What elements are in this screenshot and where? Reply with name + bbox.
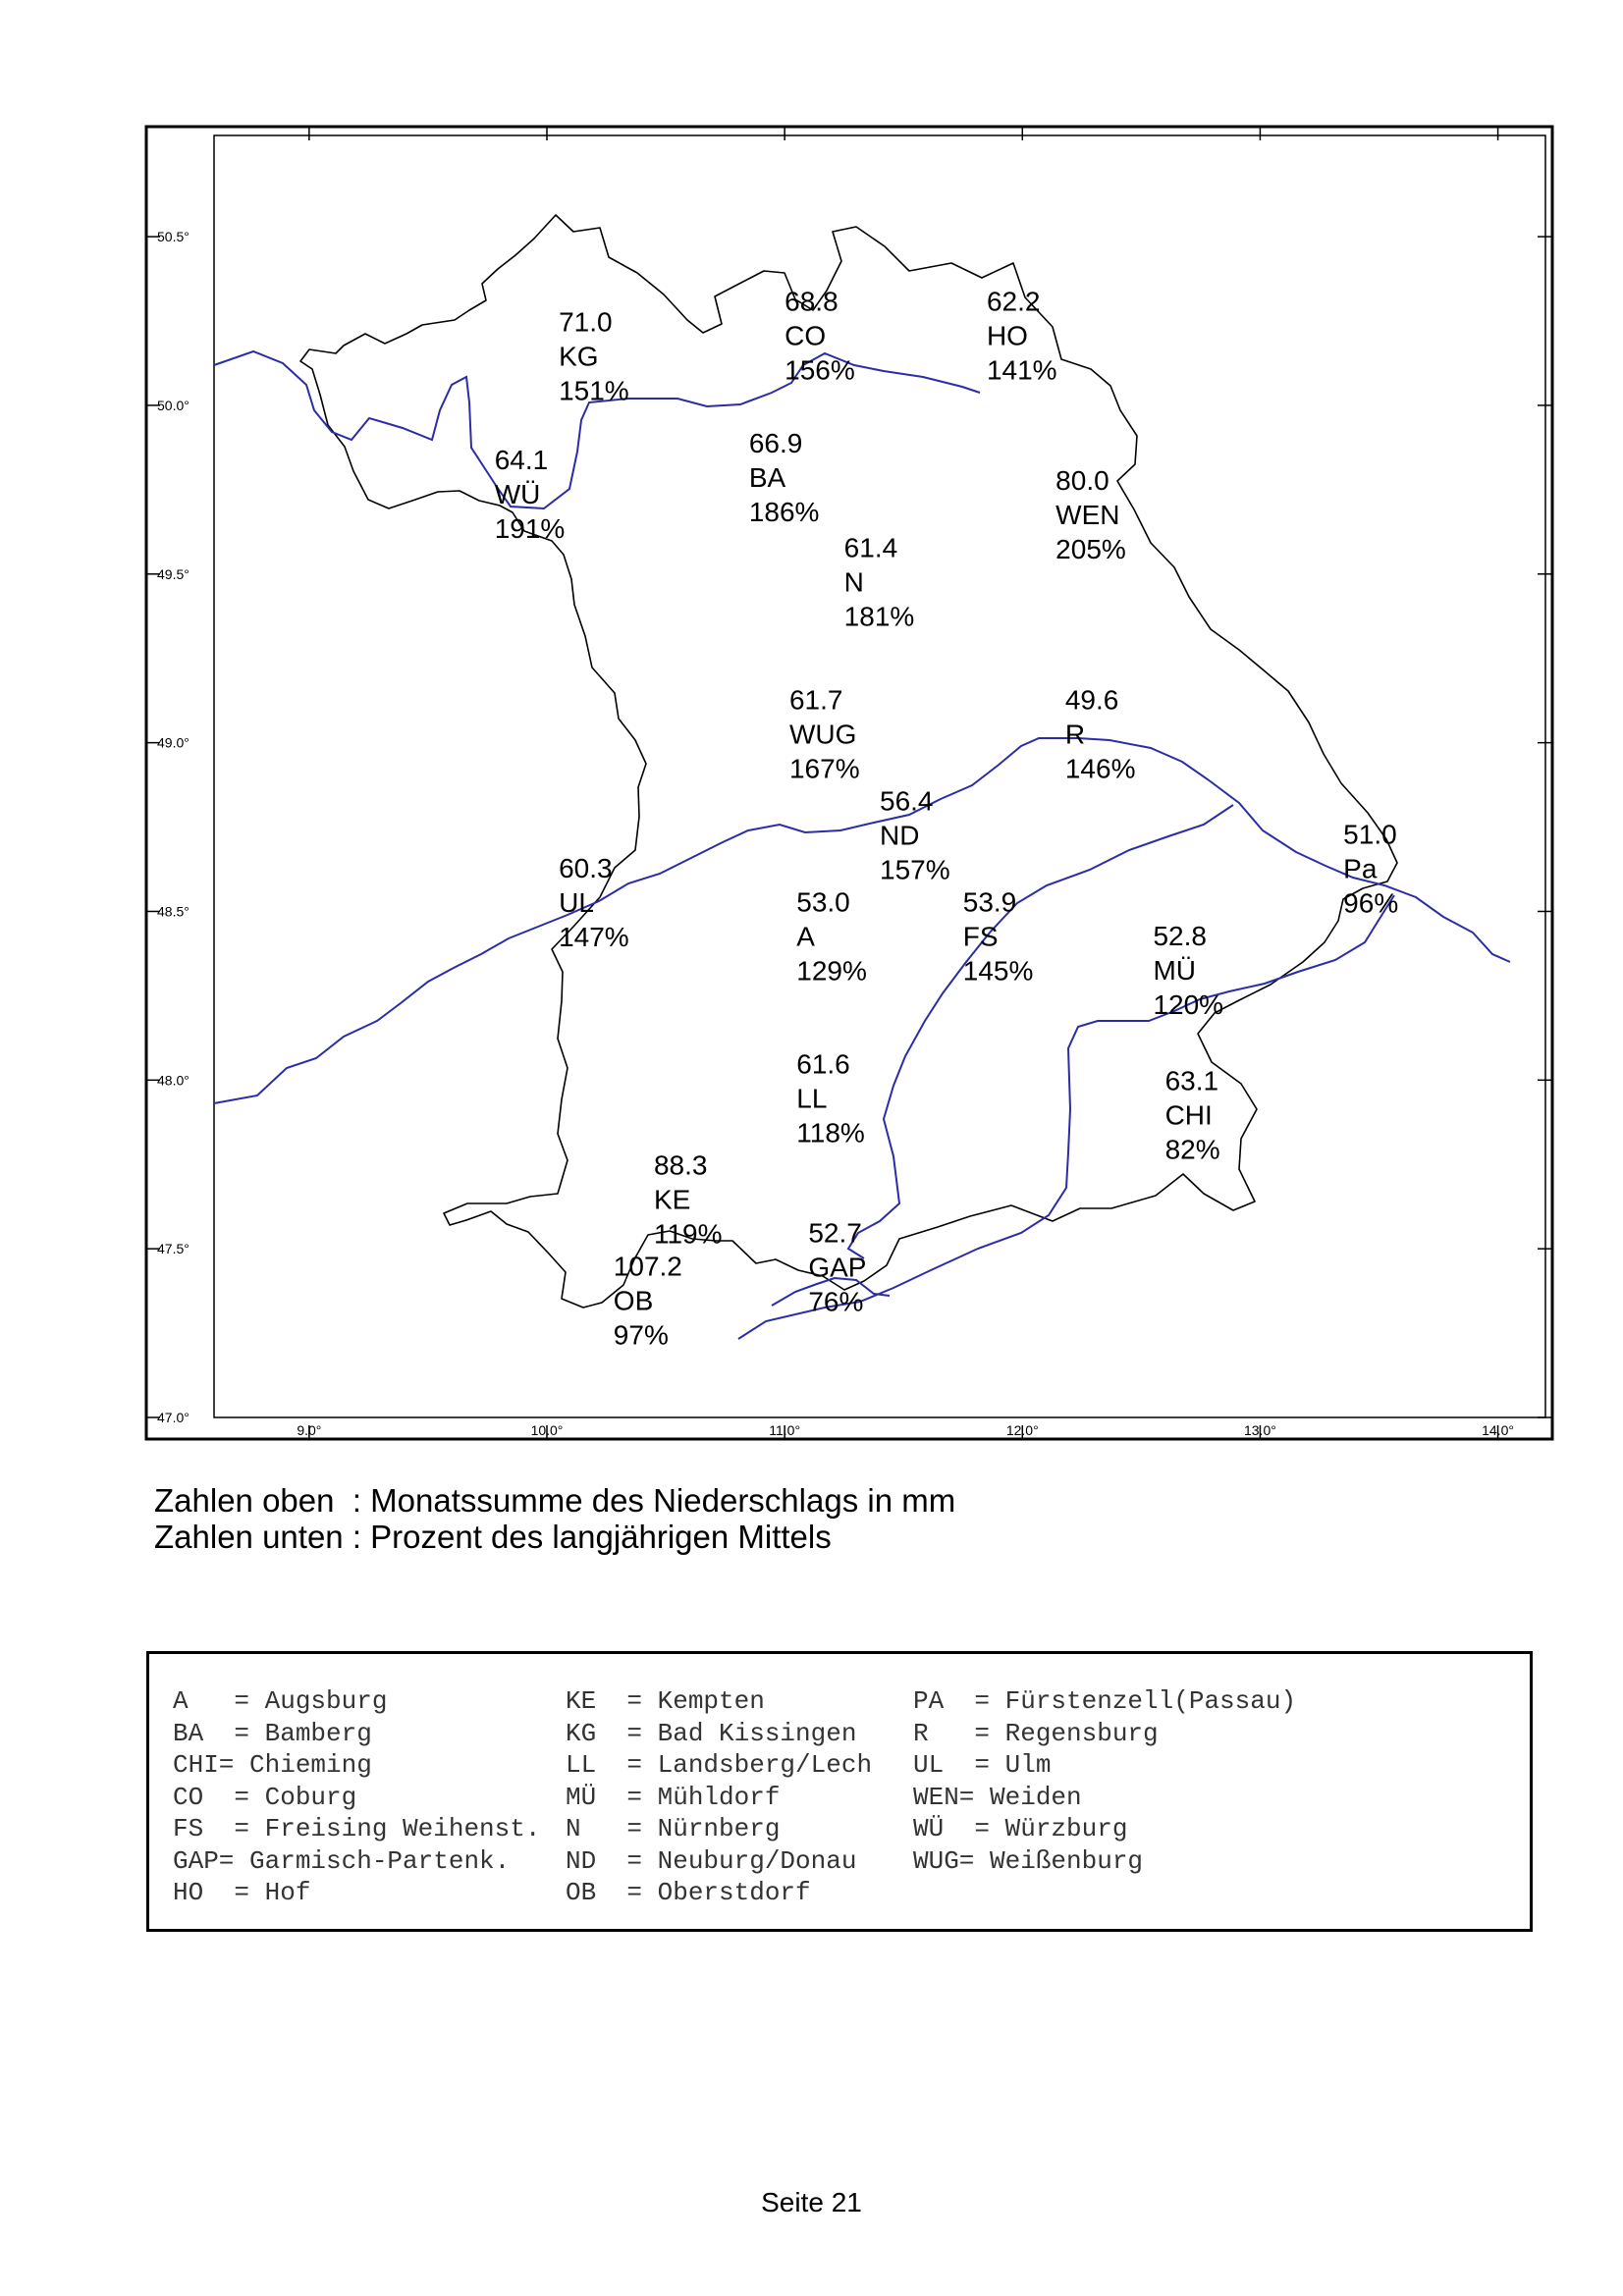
legend-entry: MÜ = Mühldorf bbox=[566, 1782, 781, 1812]
station-percent: 96% bbox=[1343, 887, 1399, 919]
lat-tick-label: 50.5° bbox=[157, 229, 189, 245]
station-code: Pa bbox=[1343, 853, 1378, 884]
station-code: MÜ bbox=[1153, 954, 1197, 986]
station-labels bbox=[495, 287, 1398, 1351]
page-footer: Seite 21 bbox=[761, 2187, 862, 2217]
station-value: 80.0 bbox=[1055, 464, 1109, 496]
station-percent: 186% bbox=[748, 497, 820, 528]
station-code: GAP bbox=[808, 1252, 867, 1283]
station-value: 88.3 bbox=[653, 1149, 708, 1181]
station-code: R bbox=[1064, 719, 1086, 750]
station-percent: 181% bbox=[843, 601, 915, 632]
station-percent: 97% bbox=[613, 1319, 669, 1351]
station-value: 49.6 bbox=[1064, 684, 1119, 716]
station-code: BA bbox=[748, 462, 786, 494]
legend-entry: ND = Neuburg/Donau bbox=[566, 1845, 857, 1876]
station-value: 53.9 bbox=[962, 886, 1017, 918]
legend-entry: N = Nürnberg bbox=[566, 1814, 781, 1843]
legend-entry: HO = Hof bbox=[173, 1878, 311, 1907]
station-percent: 147% bbox=[559, 922, 629, 953]
station-value: 60.3 bbox=[559, 853, 613, 884]
station-value: 63.1 bbox=[1164, 1065, 1219, 1096]
station-percent: 129% bbox=[796, 955, 867, 987]
lon-tick-label: 12.0° bbox=[1005, 1422, 1039, 1438]
station-value: 107.2 bbox=[613, 1251, 682, 1282]
station-code: FS bbox=[962, 921, 999, 952]
legend-entry: A = Augsburg bbox=[173, 1686, 388, 1716]
lon-tick-label: 13.0° bbox=[1243, 1422, 1276, 1438]
legend-column-1 bbox=[173, 1685, 540, 1909]
station-code: LL bbox=[796, 1083, 828, 1114]
legend-entry: CHI= Chieming bbox=[173, 1750, 372, 1780]
station-percent: 119% bbox=[653, 1218, 723, 1250]
legend-entry: R = Regensburg bbox=[913, 1718, 1159, 1748]
station-percent: 118% bbox=[796, 1117, 865, 1148]
legend-entry: LL = Landsberg/Lech bbox=[566, 1750, 873, 1780]
station-legend bbox=[146, 1651, 1533, 1932]
legend-entry: WEN= Weiden bbox=[913, 1782, 1082, 1812]
station-code: WEN bbox=[1055, 499, 1120, 530]
rivers bbox=[214, 351, 1510, 1339]
lat-tick-label: 50.0° bbox=[157, 397, 189, 413]
station-percent: 82% bbox=[1164, 1134, 1220, 1165]
station-percent: 76% bbox=[808, 1286, 864, 1317]
legend-entry: PA = Fürstenzell(Passau) bbox=[913, 1686, 1297, 1716]
station-code: WUG bbox=[788, 719, 857, 750]
legend-entry: OB = Oberstdorf bbox=[566, 1878, 811, 1907]
station-percent: 120% bbox=[1153, 988, 1224, 1020]
station-value: 52.8 bbox=[1153, 920, 1207, 951]
station-code: N bbox=[843, 566, 864, 598]
map-inner-frame bbox=[214, 135, 1545, 1417]
station-value: 71.0 bbox=[559, 306, 613, 338]
station-code: KE bbox=[653, 1184, 691, 1215]
lat-tick-label: 49.5° bbox=[157, 565, 189, 582]
legend-entry: CO = Coburg bbox=[173, 1782, 357, 1812]
legend-entry: BA = Bamberg bbox=[173, 1718, 372, 1748]
lon-tick-label: 10.0° bbox=[530, 1422, 564, 1438]
station-value: 66.9 bbox=[748, 428, 803, 459]
station-value: 61.4 bbox=[843, 532, 898, 563]
station-value: 61.6 bbox=[796, 1048, 850, 1080]
station-code: A bbox=[796, 921, 815, 952]
station-value: 64.1 bbox=[494, 445, 549, 476]
station-percent: 151% bbox=[559, 375, 629, 406]
lat-tick-label: 49.0° bbox=[157, 734, 189, 751]
legend-entry: FS = Freising Weihenst. bbox=[173, 1814, 541, 1843]
lat-tick-label: 47.0° bbox=[157, 1410, 189, 1425]
station-value: 56.4 bbox=[880, 785, 934, 817]
station-percent: 157% bbox=[880, 854, 950, 885]
lat-tick-label: 48.5° bbox=[157, 903, 189, 920]
legend-entry: KG = Bad Kissingen bbox=[566, 1718, 857, 1748]
lat-tick-label: 47.5° bbox=[157, 1241, 189, 1257]
legend-entry: GAP= Garmisch-Partenk. bbox=[173, 1845, 511, 1876]
lon-tick-label: 11.0° bbox=[769, 1422, 801, 1438]
lon-tick-label: 14.0° bbox=[1482, 1422, 1515, 1438]
station-code: CO bbox=[784, 320, 827, 351]
station-code: ND bbox=[880, 820, 920, 851]
station-percent: 141% bbox=[986, 354, 1057, 386]
station-value: 53.0 bbox=[796, 886, 850, 918]
station-value: 62.2 bbox=[986, 286, 1041, 317]
station-code: HO bbox=[986, 320, 1028, 351]
legend-column-2 bbox=[566, 1685, 872, 1909]
legend-entry: WUG= Weißenburg bbox=[913, 1845, 1144, 1876]
station-code: KG bbox=[559, 341, 599, 372]
legend-entry: WÜ = Würzburg bbox=[913, 1814, 1128, 1843]
river-danube bbox=[214, 738, 1510, 1103]
station-percent: 167% bbox=[788, 753, 860, 784]
station-percent: 146% bbox=[1064, 753, 1136, 784]
legend-entry: UL = Ulm bbox=[913, 1750, 1052, 1780]
station-value: 61.7 bbox=[788, 684, 843, 716]
station-value: 51.0 bbox=[1343, 819, 1397, 850]
station-value: 68.8 bbox=[784, 286, 839, 317]
station-percent: 191% bbox=[494, 513, 566, 545]
station-code: UL bbox=[559, 887, 594, 919]
station-code: CHI bbox=[1164, 1099, 1213, 1131]
station-value: 52.7 bbox=[808, 1217, 862, 1249]
lat-tick-label: 48.0° bbox=[157, 1072, 189, 1089]
legend-entry: KE = Kempten bbox=[566, 1686, 765, 1716]
caption-line-1: Zahlen oben : Monatssumme des Niederschlags in mm bbox=[154, 1482, 956, 1519]
station-percent: 205% bbox=[1055, 533, 1126, 564]
station-code: OB bbox=[613, 1285, 654, 1316]
lon-tick-label: 9.0° bbox=[297, 1422, 322, 1438]
station-code: WÜ bbox=[494, 479, 541, 510]
station-percent: 156% bbox=[784, 354, 855, 386]
caption-line-2: Zahlen unten : Prozent des langjährigen Mittels bbox=[154, 1519, 832, 1555]
station-percent: 145% bbox=[962, 955, 1034, 987]
legend-column-3 bbox=[913, 1685, 1296, 1877]
